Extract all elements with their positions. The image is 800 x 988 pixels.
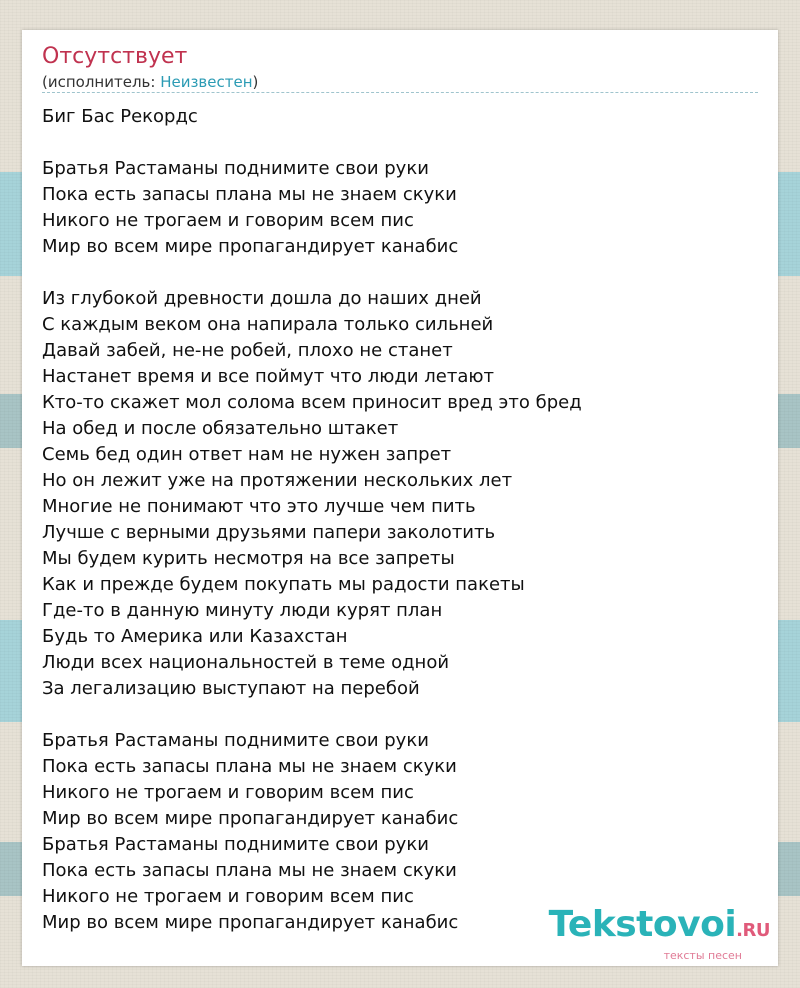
logo-name: Tekstovoi [548,904,737,945]
song-title: Отсутствует [42,44,188,69]
lyric-line: Как и прежде будем покупать мы радости пакеты [42,574,525,595]
lyric-line: Братья Растаманы поднимите свои руки [42,158,429,179]
lyric-line: Мир во всем мире пропагандирует канабис [42,236,459,257]
lyric-line: Пока есть запасы плана мы не знаем скуки [42,860,457,881]
stanza-gap [42,702,758,728]
artist-prefix: (исполнитель: [42,73,161,91]
lyric-line: Никого не трогаем и говорим всем пис [42,210,414,231]
site-logo[interactable] [549,906,770,962]
lyric-line: Многие не понимают что это лучше чем пить [42,496,476,517]
artist-suffix: ) [252,73,259,91]
lyric-line: Кто-то скажет мол солома всем приносит вред это бред [42,392,582,413]
lyric-line: Братья Растаманы поднимите свои руки [42,834,429,855]
artist-link[interactable]: Неизвестен [160,73,253,91]
logo-wordmark [549,906,770,950]
lyric-line: Братья Растаманы поднимите свои руки [42,730,429,751]
lyric-line: Настанет время и все поймут что люди летают [42,366,495,387]
lyric-line: Люди всех национальностей в теме одной [42,652,450,673]
lyric-line: Но он лежит уже на протяжении нескольких лет [42,470,513,491]
lyric-line: Пока есть запасы плана мы не знаем скуки [42,756,457,777]
lyric-line: Мир во всем мире пропагандирует канабис [42,808,459,829]
lyric-line: На обед и после обязательно штакет [42,418,399,439]
lyric-line: Где-то в данную минуту люди курят план [42,600,443,621]
title-divider [42,92,758,93]
lyric-line: Пока есть запасы плана мы не знаем скуки [42,184,457,205]
stanza-gap [42,130,758,156]
lyric-line: Семь бед один ответ нам не нужен запрет [42,444,452,465]
lyric-line: С каждым веком она напирала только сильней [42,314,494,335]
stanza-gap [42,260,758,286]
lyric-line: Биг Бас Рекордс [42,106,198,127]
lyric-line: За легализацию выступают на перебой [42,678,420,699]
lyric-line: Давай забей, не-не робей, плохо не станет [42,340,453,361]
artist-line [42,73,258,91]
lyrics-text [42,104,758,936]
lyric-line: Мы будем курить несмотря на все запреты [42,548,455,569]
lyric-line: Мир во всем мире пропагандирует канабис [42,912,459,933]
lyric-line: Лучше с верными друзьями папери заколотить [42,522,496,543]
lyric-line: Из глубокой древности дошла до наших дней [42,288,482,309]
logo-tagline: тексты песен [663,949,742,962]
logo-tld: .RU [736,920,770,941]
lyric-line: Никого не трогаем и говорим всем пис [42,886,414,907]
lyrics-card [22,30,778,966]
lyric-line: Будь то Америка или Казахстан [42,626,348,647]
lyric-line: Никого не трогаем и говорим всем пис [42,782,414,803]
